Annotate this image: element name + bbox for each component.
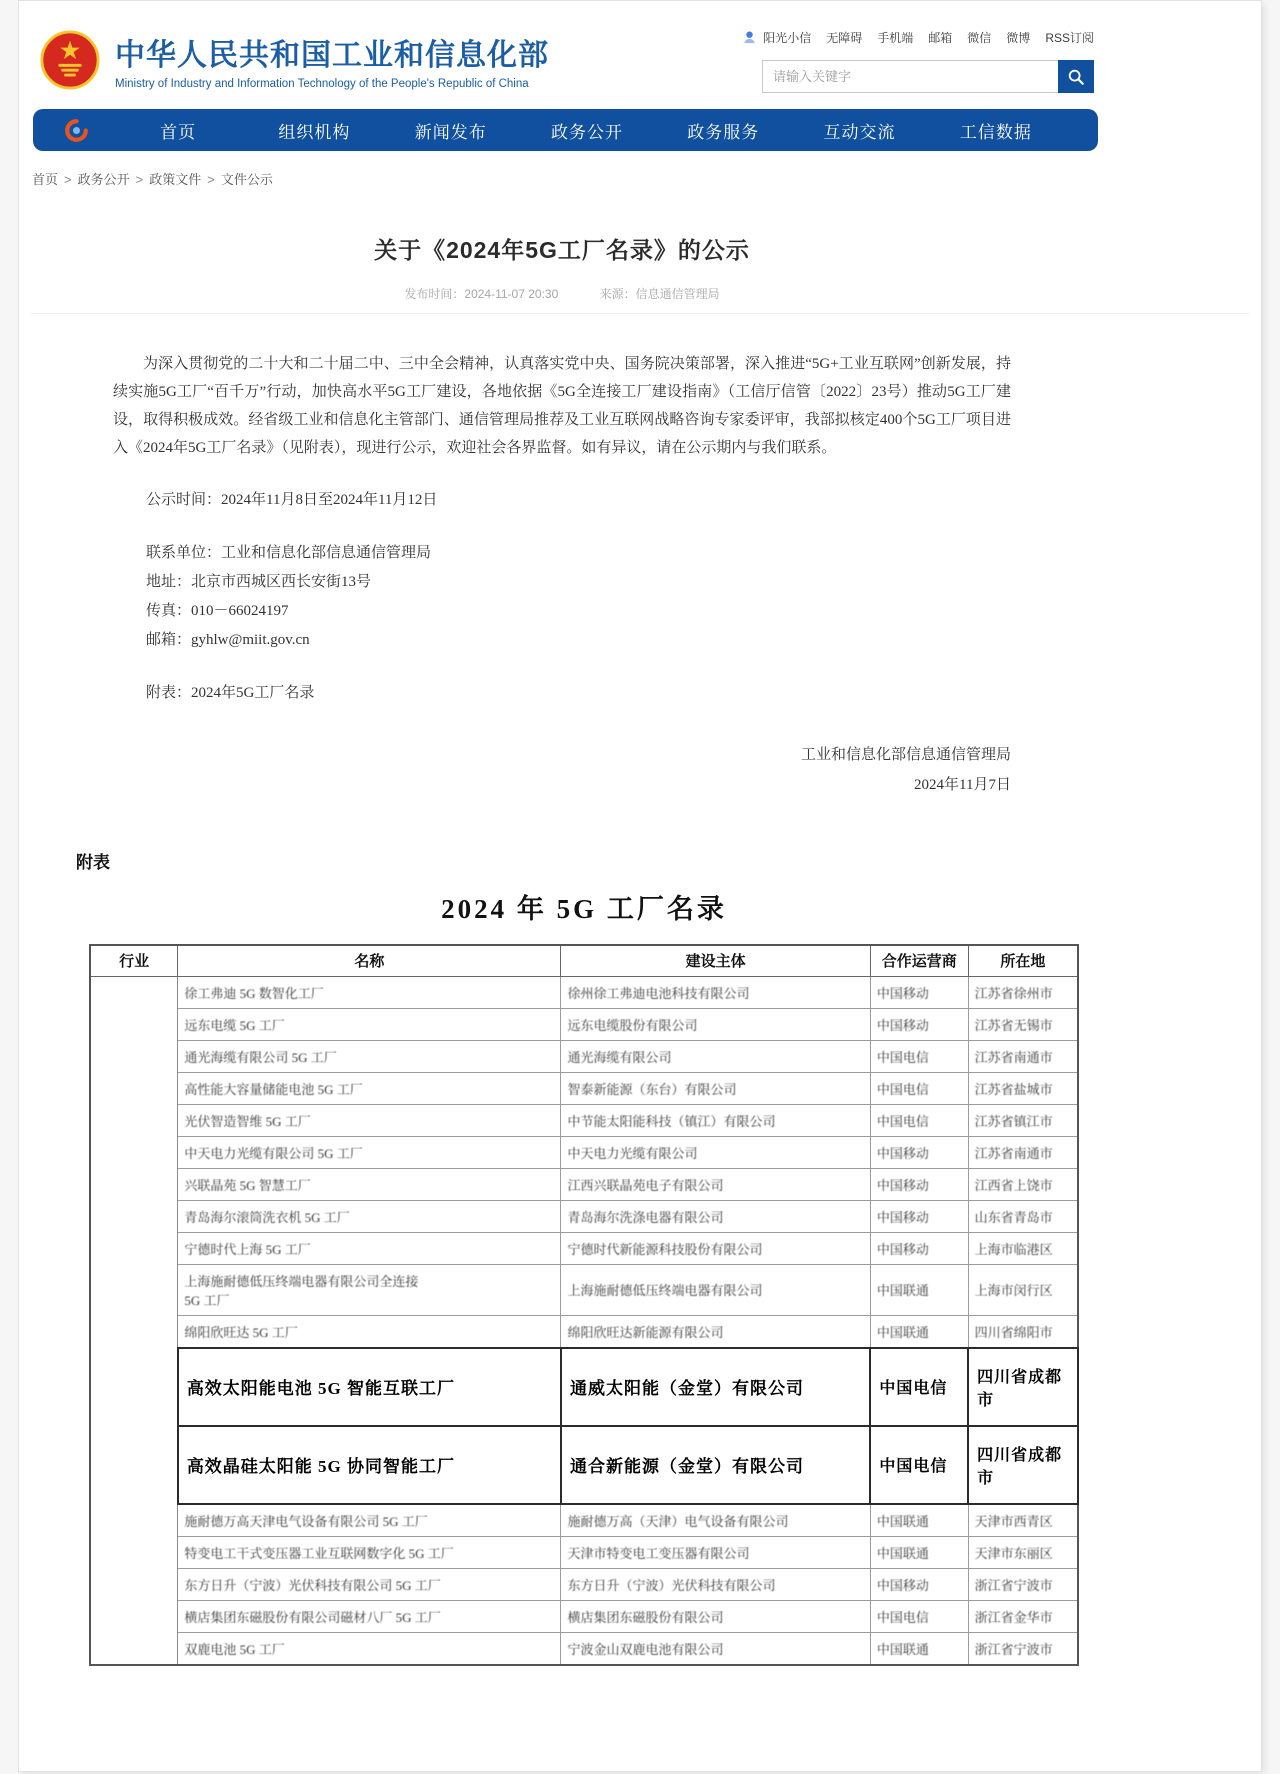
meta-divider bbox=[31, 313, 1249, 314]
cell-factory-name: 高效晶硅太阳能 5G 协同智能工厂 bbox=[178, 1426, 561, 1504]
national-emblem-icon bbox=[39, 29, 101, 91]
table-row bbox=[90, 1008, 1078, 1040]
miit-logo-icon bbox=[63, 117, 90, 144]
cell-factory-name: 绵阳欣旺达 5G 工厂 bbox=[178, 1315, 561, 1348]
quick-link[interactable]: 邮箱 bbox=[928, 31, 953, 45]
main-nav bbox=[33, 109, 1098, 151]
cell-factory-name: 双鹿电池 5G 工厂 bbox=[178, 1632, 561, 1665]
cell-location: 浙江省宁波市 bbox=[968, 1632, 1078, 1665]
cell-factory-name: 远东电缆 5G 工厂 bbox=[178, 1008, 561, 1040]
table-wrap bbox=[89, 887, 1079, 1666]
table-column-header: 合作运营商 bbox=[870, 945, 968, 976]
factory-table bbox=[89, 944, 1079, 1666]
cell-factory-name: 上海施耐德低压终端电器有限公司全连接 5G 工厂 bbox=[178, 1264, 561, 1315]
article-line: 地址：北京市西城区西长安街13号 bbox=[146, 574, 372, 590]
cell-operator: 中国联通 bbox=[870, 1264, 968, 1315]
cell-location: 浙江省金华市 bbox=[968, 1600, 1078, 1632]
cell-builder: 天津市特变电工变压器有限公司 bbox=[561, 1536, 870, 1568]
table-row bbox=[90, 1200, 1078, 1232]
breadcrumb-separator: > bbox=[64, 172, 72, 187]
signature-block bbox=[113, 740, 1011, 800]
table-column-header: 建设主体 bbox=[561, 945, 870, 976]
article-paragraph: 为深入贯彻党的二十大和二十届二中、三中全会精神，认真落实党中央、国务院决策部署，深入推进“5G+工业互联网”创新发展，持续实施5G工厂“百千万”行动，加快高水平5G工厂建设，各地依据《5G全连接工厂建设指南》（工信厅信管〔2022〕23号）推动5G工厂建设，取得积极成效。经省级工业和信息化主管部门、通信管理局推荐及工业互联网战略咨询专家委评审，我部拟核定400个5G工厂项目进入《2024年5G工厂名录》（见附表），现进行公示，欢迎社会各界监督。如有异议，请在公示期内与我们联系。 bbox=[113, 356, 1011, 456]
search-bar bbox=[762, 60, 1094, 93]
cell-operator: 中国电信 bbox=[870, 1426, 968, 1504]
content-card bbox=[18, 0, 1262, 1772]
nav-item[interactable]: 工信数据 bbox=[959, 122, 1032, 142]
cell-location: 天津市西青区 bbox=[968, 1504, 1078, 1537]
table-row bbox=[90, 1232, 1078, 1264]
table-row bbox=[90, 1315, 1078, 1348]
cell-builder: 青岛海尔洗涤电器有限公司 bbox=[561, 1200, 870, 1232]
article-line: 传真：010－66024197 bbox=[146, 603, 289, 619]
table-row bbox=[90, 1426, 1078, 1504]
cell-operator: 中国联通 bbox=[870, 1536, 968, 1568]
article-lines bbox=[113, 486, 1011, 708]
breadcrumb bbox=[32, 169, 1261, 188]
search-button[interactable] bbox=[1058, 60, 1094, 93]
cell-factory-name: 中天电力光缆有限公司 5G 工厂 bbox=[178, 1136, 561, 1168]
cell-location: 江苏省无锡市 bbox=[968, 1008, 1078, 1040]
cell-builder: 施耐德万高（天津）电气设备有限公司 bbox=[561, 1504, 870, 1537]
quick-link[interactable]: 微博 bbox=[1006, 31, 1031, 45]
cell-location: 四川省成都市 bbox=[968, 1426, 1078, 1504]
breadcrumb-item[interactable]: 首页 bbox=[32, 172, 59, 187]
article-line: 联系单位：工业和信息化部信息通信管理局 bbox=[146, 545, 432, 561]
breadcrumb-item: 文件公示 bbox=[220, 172, 273, 187]
cell-builder: 江西兴联晶苑电子有限公司 bbox=[561, 1168, 870, 1200]
site-header bbox=[19, 1, 1261, 103]
table-row bbox=[90, 1136, 1078, 1168]
quick-link[interactable]: 手机端 bbox=[877, 31, 914, 45]
cell-operator: 中国电信 bbox=[870, 1104, 968, 1136]
breadcrumb-separator: > bbox=[207, 172, 215, 187]
table-row bbox=[90, 1040, 1078, 1072]
table-row bbox=[90, 1632, 1078, 1665]
table-row bbox=[90, 1168, 1078, 1200]
quick-link[interactable]: 阳光小信 bbox=[763, 31, 812, 45]
table-row bbox=[90, 1348, 1078, 1426]
cell-operator: 中国电信 bbox=[870, 1072, 968, 1104]
cell-factory-name: 光伏智造智维 5G 工厂 bbox=[178, 1104, 561, 1136]
article-line: 邮箱：gyhlw@miit.gov.cn bbox=[146, 632, 310, 648]
site-brand bbox=[39, 29, 549, 91]
cell-location: 江苏省盐城市 bbox=[968, 1072, 1078, 1104]
cell-location: 上海市闵行区 bbox=[968, 1264, 1078, 1315]
table-column-header: 行业 bbox=[90, 945, 178, 976]
table-title: 2024 年 5G 工厂名录 bbox=[441, 894, 727, 924]
signature-date: 2024年11月7日 bbox=[914, 777, 1011, 793]
cell-operator: 中国电信 bbox=[870, 1040, 968, 1072]
cell-location: 江苏省镇江市 bbox=[968, 1104, 1078, 1136]
cell-builder: 宁波金山双鹿电池有限公司 bbox=[561, 1632, 870, 1665]
cell-operator: 中国联通 bbox=[870, 1315, 968, 1348]
cell-location: 天津市东丽区 bbox=[968, 1536, 1078, 1568]
page-title: 关于《2024年5G工厂名录》的公示 bbox=[374, 237, 750, 263]
table-row bbox=[90, 1568, 1078, 1600]
article-source: 来源：信息通信管理局 bbox=[599, 287, 720, 301]
cell-builder: 东方日升（宁波）光伏科技有限公司 bbox=[561, 1568, 870, 1600]
nav-item[interactable]: 首页 bbox=[160, 122, 197, 142]
cell-builder: 中节能太阳能科技（镇江）有限公司 bbox=[561, 1104, 870, 1136]
search-icon bbox=[1067, 68, 1085, 86]
nav-item[interactable]: 政务服务 bbox=[687, 122, 760, 142]
article-head bbox=[113, 232, 1011, 302]
table-column-header: 名称 bbox=[178, 945, 561, 976]
site-title: 中华人民共和国工业和信息化部 bbox=[115, 39, 549, 72]
cell-factory-name: 横店集团东磁股份有限公司磁材八厂 5G 工厂 bbox=[178, 1600, 561, 1632]
cell-builder: 通光海缆有限公司 bbox=[561, 1040, 870, 1072]
nav-item[interactable]: 组织机构 bbox=[278, 122, 351, 142]
cell-operator: 中国联通 bbox=[870, 1504, 968, 1537]
cell-operator: 中国移动 bbox=[870, 1568, 968, 1600]
table-row bbox=[90, 1072, 1078, 1104]
article-line: 公示时间：2024年11月8日至2024年11月12日 bbox=[146, 492, 438, 508]
search-input[interactable] bbox=[762, 60, 1058, 93]
quick-link[interactable]: 无障碍 bbox=[826, 31, 863, 45]
cell-location: 山东省青岛市 bbox=[968, 1200, 1078, 1232]
cell-operator: 中国电信 bbox=[870, 1600, 968, 1632]
cell-operator: 中国移动 bbox=[870, 1232, 968, 1264]
article-line: 附表：2024年5G工厂名录 bbox=[146, 685, 315, 701]
cell-industry bbox=[90, 976, 178, 1665]
brand-text bbox=[115, 30, 549, 90]
cell-location: 浙江省宁波市 bbox=[968, 1568, 1078, 1600]
nav-item[interactable]: 政务公开 bbox=[550, 122, 623, 142]
quick-link[interactable]: 微信 bbox=[967, 31, 992, 45]
cell-builder: 智泰新能源（东台）有限公司 bbox=[561, 1072, 870, 1104]
nav-list bbox=[110, 118, 1064, 143]
cell-factory-name: 高效太阳能电池 5G 智能互联工厂 bbox=[178, 1348, 561, 1426]
cell-builder: 徐州徐工弗迪电池科技有限公司 bbox=[561, 976, 870, 1008]
mascot-icon bbox=[742, 30, 757, 45]
cell-location: 四川省成都市 bbox=[968, 1348, 1078, 1426]
cell-factory-name: 通光海缆有限公司 5G 工厂 bbox=[178, 1040, 561, 1072]
nav-item[interactable]: 新闻发布 bbox=[414, 122, 487, 142]
cell-builder: 宁德时代新能源科技股份有限公司 bbox=[561, 1232, 870, 1264]
cell-location: 江苏省南通市 bbox=[968, 1040, 1078, 1072]
cell-builder: 上海施耐德低压终端电器有限公司 bbox=[561, 1264, 870, 1315]
cell-operator: 中国联通 bbox=[870, 1632, 968, 1665]
table-column-header: 所在地 bbox=[968, 945, 1078, 976]
cell-factory-name: 青岛海尔滚筒洗衣机 5G 工厂 bbox=[178, 1200, 561, 1232]
nav-item[interactable]: 互动交流 bbox=[823, 122, 896, 142]
table-row bbox=[90, 1600, 1078, 1632]
cell-operator: 中国移动 bbox=[870, 1136, 968, 1168]
cell-builder: 通合新能源（金堂）有限公司 bbox=[561, 1426, 870, 1504]
attachment-label: 附表 bbox=[76, 853, 110, 872]
cell-operator: 中国移动 bbox=[870, 1168, 968, 1200]
breadcrumb-item[interactable]: 政务公开 bbox=[77, 172, 130, 187]
cell-factory-name: 特变电工干式变压器工业互联网数字化 5G 工厂 bbox=[178, 1536, 561, 1568]
cell-operator: 中国电信 bbox=[870, 1348, 968, 1426]
table-row bbox=[90, 1536, 1078, 1568]
cell-location: 上海市临港区 bbox=[968, 1232, 1078, 1264]
cell-builder: 横店集团东磁股份有限公司 bbox=[561, 1600, 870, 1632]
cell-location: 江苏省南通市 bbox=[968, 1136, 1078, 1168]
cell-factory-name: 宁德时代上海 5G 工厂 bbox=[178, 1232, 561, 1264]
breadcrumb-separator: > bbox=[135, 172, 144, 187]
cell-operator: 中国移动 bbox=[870, 1008, 968, 1040]
quick-links bbox=[762, 29, 1094, 46]
quick-link[interactable]: RSS订阅 bbox=[1045, 31, 1094, 45]
site-subtitle: Ministry of Industry and Information Technology of the People's Republic of China bbox=[115, 78, 529, 90]
cell-factory-name: 兴联晶苑 5G 智慧工厂 bbox=[178, 1168, 561, 1200]
cell-location: 四川省绵阳市 bbox=[968, 1315, 1078, 1348]
cell-location: 江苏省徐州市 bbox=[968, 976, 1078, 1008]
cell-factory-name: 徐工弗迪 5G 数智化工厂 bbox=[178, 976, 561, 1008]
cell-operator: 中国移动 bbox=[870, 1200, 968, 1232]
cell-builder: 通威太阳能（金堂）有限公司 bbox=[561, 1348, 870, 1426]
header-right bbox=[762, 29, 1094, 93]
breadcrumb-item[interactable]: 政策文件 bbox=[149, 172, 202, 187]
table-row bbox=[90, 976, 1078, 1008]
cell-builder: 中天电力光缆有限公司 bbox=[561, 1136, 870, 1168]
article-body bbox=[113, 350, 1011, 800]
cell-factory-name: 施耐德万高天津电气设备有限公司 5G 工厂 bbox=[178, 1504, 561, 1537]
cell-builder: 绵阳欣旺达新能源有限公司 bbox=[561, 1315, 870, 1348]
table-row bbox=[90, 1104, 1078, 1136]
cell-location: 江西省上饶市 bbox=[968, 1168, 1078, 1200]
table-row bbox=[90, 1504, 1078, 1537]
article-meta bbox=[113, 285, 1011, 302]
cell-builder: 远东电缆股份有限公司 bbox=[561, 1008, 870, 1040]
cell-factory-name: 高性能大容量储能电池 5G 工厂 bbox=[178, 1072, 561, 1104]
cell-operator: 中国移动 bbox=[870, 976, 968, 1008]
signature-org: 工业和信息化部信息通信管理局 bbox=[800, 747, 1011, 763]
cell-factory-name: 东方日升（宁波）光伏科技有限公司 5G 工厂 bbox=[178, 1568, 561, 1600]
table-row bbox=[90, 1264, 1078, 1315]
publish-time: 发布时间：2024-11-07 20:30 bbox=[404, 287, 559, 301]
